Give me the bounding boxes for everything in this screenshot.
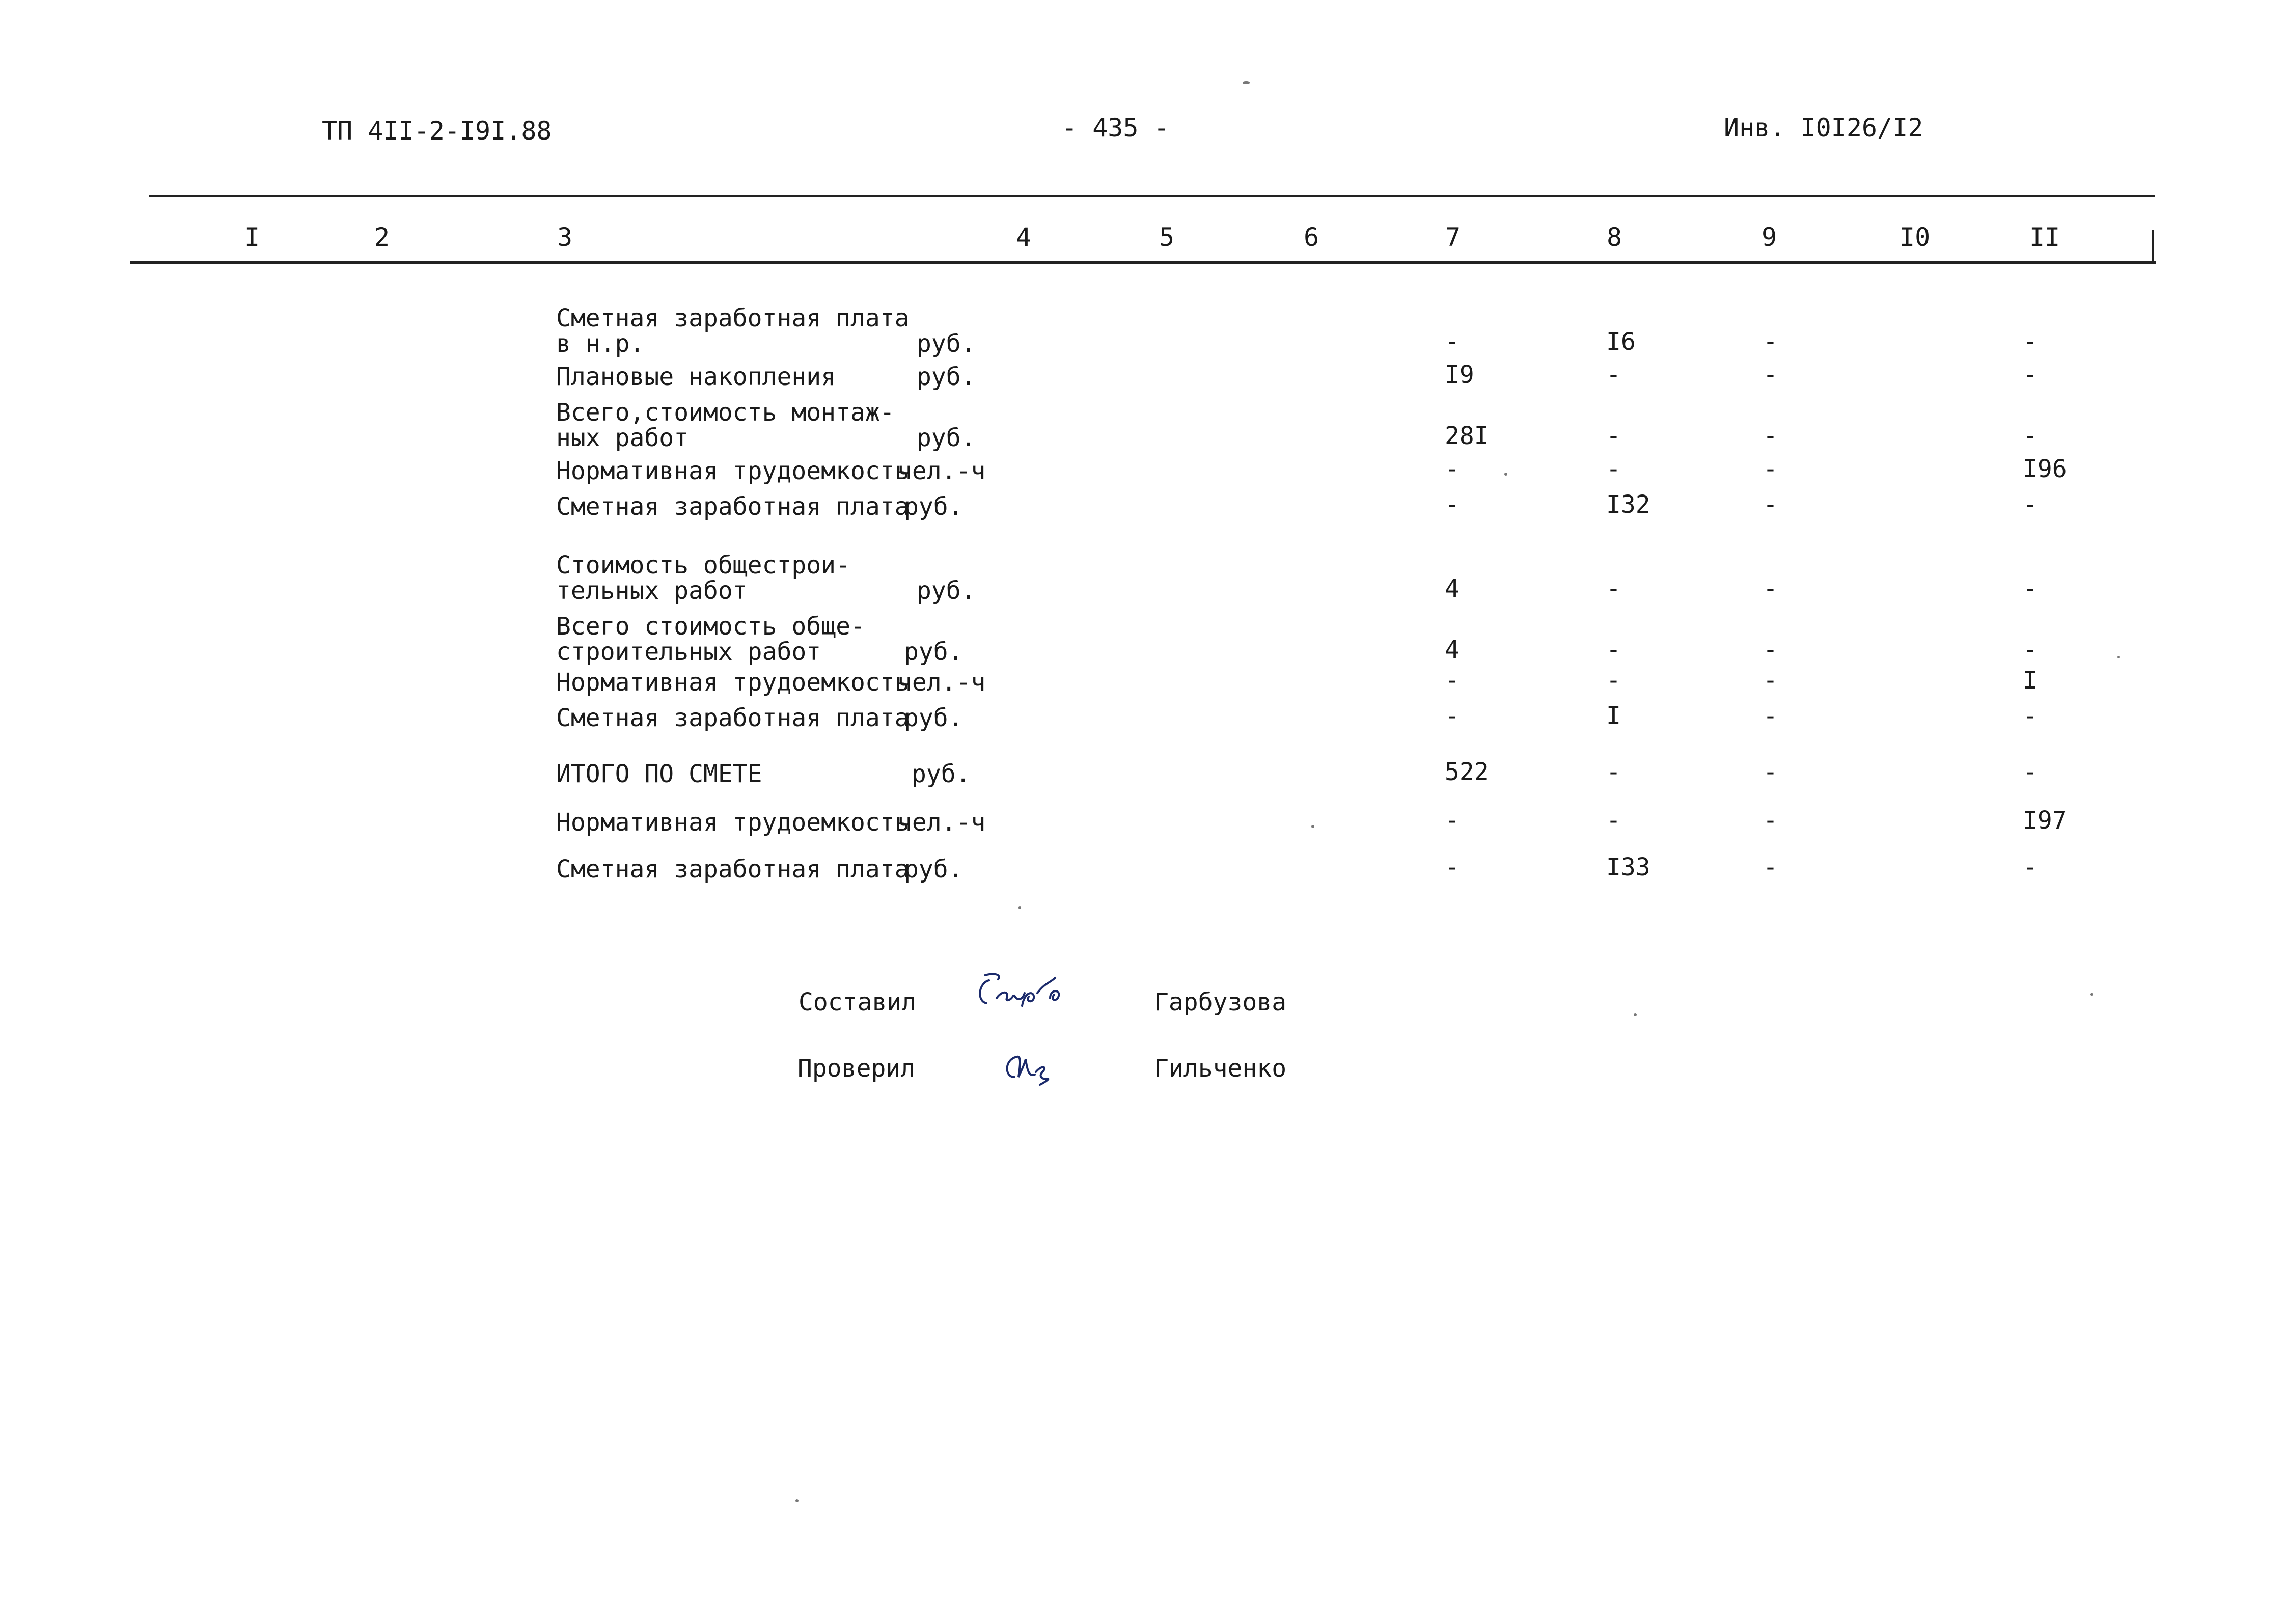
row-description: Нормативная трудоемкость (556, 808, 910, 837)
cell-col-8: I (1606, 702, 1621, 730)
cell-col-8: - (1606, 574, 1621, 603)
row-unit: руб. (904, 492, 963, 521)
cell-col-11: - (2023, 361, 2038, 389)
cell-col-9: - (1763, 666, 1778, 695)
column-number: II (2029, 223, 2060, 252)
cell-col-11: - (2023, 490, 2038, 519)
row-description: ИТОГО ПО СМЕТЕ (556, 760, 762, 788)
scan-speck (1504, 473, 1507, 476)
row-unit: руб. (917, 363, 976, 391)
cell-col-11: - (2023, 327, 2038, 356)
cell-col-8: - (1606, 361, 1621, 389)
cell-col-11: - (2023, 574, 2038, 603)
cell-col-8: - (1606, 422, 1621, 450)
row-unit: руб. (904, 704, 963, 732)
cell-col-7: I9 (1445, 361, 1474, 389)
column-number: 2 (374, 223, 390, 252)
cell-col-8: - (1606, 806, 1621, 835)
cell-col-7: - (1445, 853, 1460, 882)
scan-speck (2090, 993, 2093, 996)
column-number: 7 (1445, 223, 1461, 252)
row-unit: руб. (904, 855, 963, 884)
row-unit: чел.-ч (897, 808, 986, 837)
column-number: I (244, 223, 260, 252)
cell-col-9: - (1763, 853, 1778, 882)
cell-col-11: - (2023, 853, 2038, 882)
column-number: 8 (1607, 223, 1622, 252)
cell-col-7: 28I (1445, 422, 1489, 450)
checked-by-label: Проверил (797, 1054, 916, 1083)
column-number: I0 (1899, 223, 1931, 252)
column-number: 4 (1016, 223, 1032, 252)
compiled-signature (974, 970, 1070, 1016)
cell-col-8: - (1606, 666, 1621, 695)
checked-by-name: Гильченко (1154, 1054, 1287, 1083)
row-description: в н.р. (556, 329, 645, 358)
cell-col-7: - (1445, 327, 1460, 356)
cell-col-8: - (1606, 455, 1621, 483)
page-number: - 435 - (1062, 113, 1169, 143)
inventory-number: Инв. I0I26/I2 (1724, 113, 1923, 143)
cell-col-11: I97 (2023, 806, 2067, 835)
row-description: Стоимость общестрои- (556, 551, 850, 580)
row-description: Нормативная трудоемкость (556, 668, 910, 697)
row-description: Сметная заработная плата (556, 304, 910, 333)
cell-col-9: - (1763, 490, 1778, 519)
scan-speck (1311, 825, 1314, 828)
row-description: Сметная заработная плата (556, 855, 910, 884)
row-unit: руб. (917, 329, 976, 358)
cell-col-9: - (1763, 702, 1778, 730)
cell-col-7: 522 (1445, 758, 1489, 786)
column-number: 3 (557, 223, 573, 252)
row-description: Нормативная трудоемкость (556, 457, 910, 485)
scan-speck (1634, 1013, 1637, 1016)
row-description: Всего стоимость обще- (556, 612, 865, 641)
cell-col-11: - (2023, 758, 2038, 786)
scan-speck (795, 1499, 799, 1502)
row-unit: руб. (917, 576, 976, 605)
row-description: Плановые накопления (556, 363, 836, 391)
cell-col-11: - (2023, 422, 2038, 450)
cell-col-11: I96 (2023, 455, 2067, 483)
cell-col-8: - (1606, 636, 1621, 664)
cell-col-9: - (1763, 327, 1778, 356)
cell-col-9: - (1763, 758, 1778, 786)
cell-col-7: - (1445, 490, 1460, 519)
scan-speck (1018, 906, 1021, 909)
cell-col-7: 4 (1445, 636, 1460, 664)
cell-col-11: I (2023, 666, 2038, 695)
cell-col-8: I32 (1606, 490, 1650, 519)
row-description: Сметная заработная плата (556, 492, 910, 521)
column-number: 9 (1761, 223, 1777, 252)
row-description: ных работ (556, 424, 689, 452)
column-number: 5 (1159, 223, 1175, 252)
table-header-right-tick (2152, 230, 2154, 263)
cell-col-7: - (1445, 806, 1460, 835)
scan-speck (1243, 81, 1250, 84)
cell-col-9: - (1763, 636, 1778, 664)
row-unit: чел.-ч (897, 668, 986, 697)
row-unit: чел.-ч (897, 457, 986, 485)
document-code: ТП 4II-2-I9I.88 (322, 116, 552, 146)
cell-col-7: 4 (1445, 574, 1460, 603)
cell-col-9: - (1763, 806, 1778, 835)
row-unit: руб. (912, 760, 971, 788)
row-description: Всего,стоимость монтаж- (556, 398, 895, 427)
cell-col-9: - (1763, 574, 1778, 603)
cell-col-11: - (2023, 636, 2038, 664)
cell-col-9: - (1763, 361, 1778, 389)
column-number: 6 (1304, 223, 1319, 252)
table-header-bottom-rule (130, 261, 2156, 264)
row-unit: руб. (904, 638, 963, 666)
cell-col-7: - (1445, 666, 1460, 695)
row-description: Сметная заработная плата (556, 704, 910, 732)
cell-col-9: - (1763, 422, 1778, 450)
cell-col-8: I33 (1606, 853, 1650, 882)
cell-col-8: I6 (1606, 327, 1636, 356)
scan-speck (2117, 656, 2120, 658)
compiled-by-label: Составил (799, 988, 917, 1016)
cell-col-7: - (1445, 702, 1460, 730)
checked-signature (999, 1049, 1055, 1090)
compiled-by-name: Гарбузова (1154, 988, 1287, 1016)
cell-col-11: - (2023, 702, 2038, 730)
row-unit: руб. (917, 424, 976, 452)
row-description: строительных работ (556, 638, 821, 666)
cell-col-8: - (1606, 758, 1621, 786)
cell-col-7: - (1445, 455, 1460, 483)
table-top-rule (149, 195, 2155, 197)
row-description: тельных работ (556, 576, 748, 605)
cell-col-9: - (1763, 455, 1778, 483)
